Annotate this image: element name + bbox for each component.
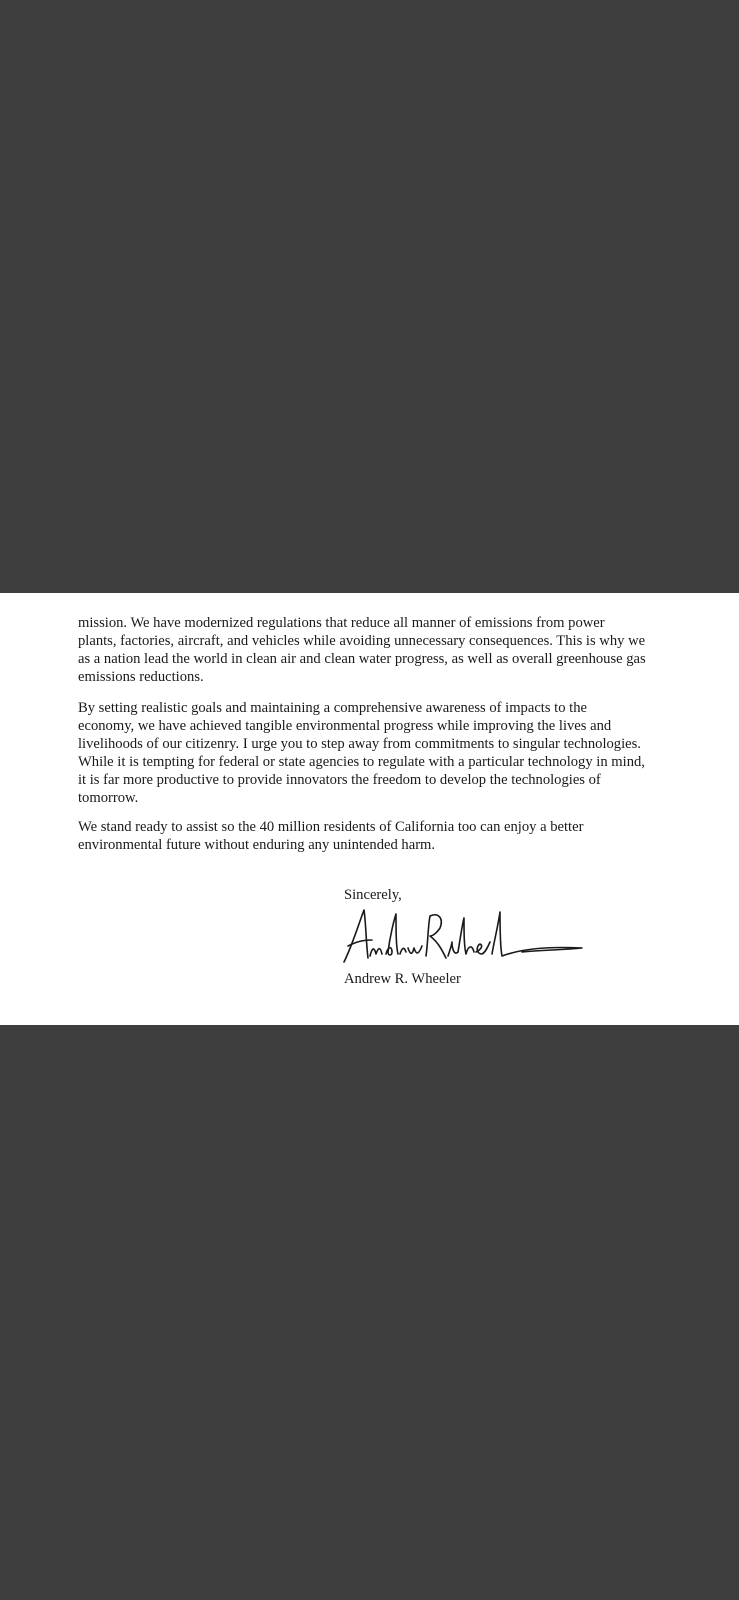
paragraph-1 bbox=[78, 614, 678, 686]
paragraph-line: plants, factories, aircraft, and vehicles while avoiding unnecessary consequences. This is why we bbox=[78, 633, 646, 649]
handwritten-signature bbox=[342, 906, 592, 966]
paragraph-line: economy, we have achieved tangible environmental progress while improving the lives and bbox=[78, 718, 612, 734]
paragraph-2 bbox=[78, 699, 678, 807]
paragraph-line: as a nation lead the world in clean air and clean water progress, as well as overall greenhouse gas bbox=[78, 651, 646, 667]
paragraph-line: While it is tempting for federal or state agencies to regulate with a particular technology in mind, bbox=[78, 754, 645, 770]
document-page bbox=[0, 593, 739, 1025]
paragraph-line: By setting realistic goals and maintaining a comprehensive awareness of impacts to the bbox=[78, 700, 588, 716]
paragraph-line: tomorrow. bbox=[78, 790, 139, 806]
paragraph-3 bbox=[78, 818, 678, 854]
paragraph-line: environmental future without enduring any unintended harm. bbox=[78, 837, 436, 853]
paragraph-line: it is far more productive to provide innovators the freedom to develop the technologies of bbox=[78, 772, 601, 788]
paragraph-line: We stand ready to assist so the 40 million residents of California too can enjoy a better bbox=[78, 819, 584, 835]
signer-name: Andrew R. Wheeler bbox=[344, 971, 461, 987]
paragraph-line: livelihoods of our citizenry. I urge you to step away from commitments to singular technologies. bbox=[78, 736, 641, 752]
paragraph-line: mission. We have modernized regulations that reduce all manner of emissions from power bbox=[78, 615, 605, 631]
paragraph-line: emissions reductions. bbox=[78, 669, 204, 685]
closing: Sincerely, bbox=[344, 887, 402, 903]
